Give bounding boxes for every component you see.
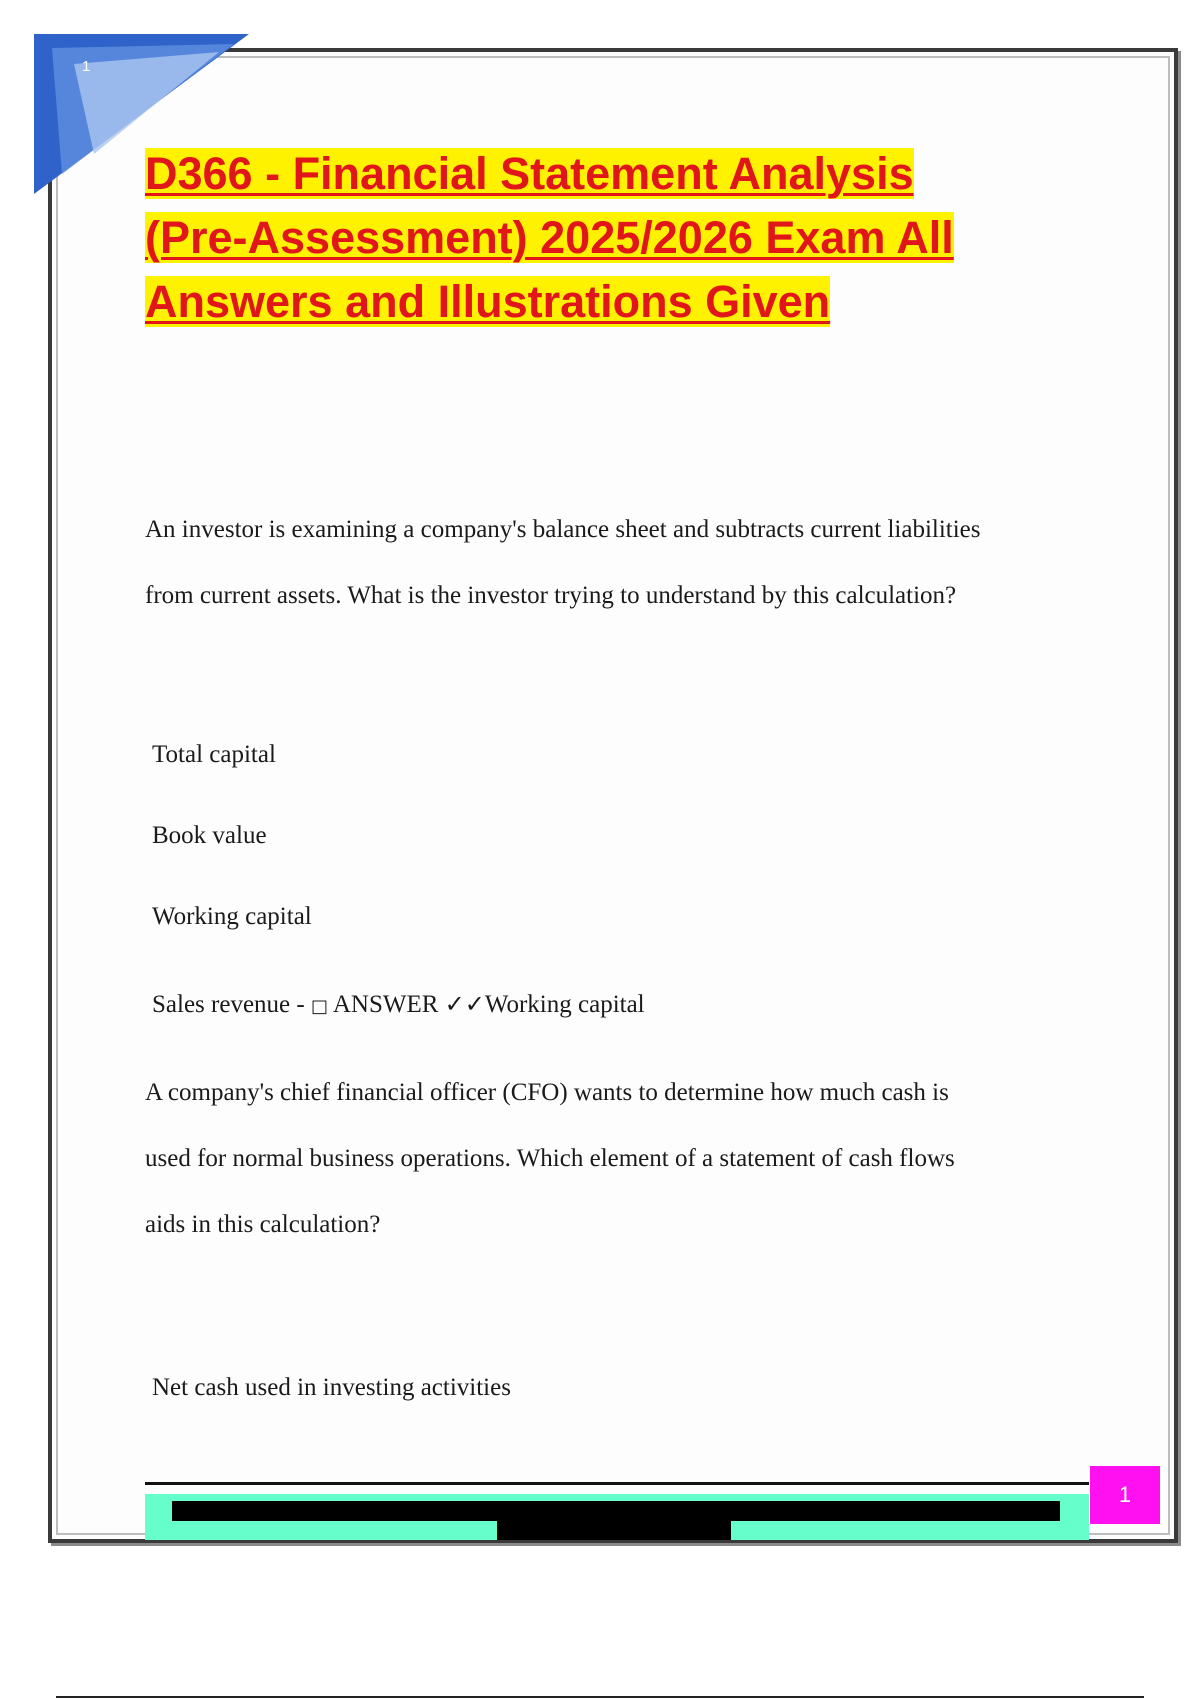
- footer-tab: [497, 1521, 731, 1540]
- page-number-badge: 1: [1090, 1466, 1160, 1524]
- question-2-option-1: Net cash used in investing activities: [152, 1374, 511, 1401]
- title-line-1: D366 - Financial Statement Analysis: [145, 148, 914, 199]
- question-2-text: [145, 1060, 1105, 1258]
- question-1-option-4-text: Sales revenue -: [152, 991, 311, 1018]
- bottom-rule: [56, 1696, 1144, 1698]
- missing-glyph-icon: □: [310, 996, 328, 1017]
- title-line-2: (Pre-Assessment) 2025/2026 Exam All: [145, 212, 954, 263]
- document-title: [145, 142, 1045, 334]
- footer-bar: [172, 1501, 1060, 1521]
- question-1-option-4-with-answer: [152, 990, 645, 1019]
- question-1-line-1: An investor is examining a company's balance sheet and subtracts current liabilities: [145, 516, 981, 543]
- question-1-option-1: Total capital: [152, 741, 276, 768]
- double-check-icon: ✓✓: [444, 990, 485, 1018]
- corner-triangle-light: [74, 52, 219, 154]
- question-1-option-2: Book value: [152, 822, 267, 849]
- question-2-line-2: used for normal business operations. Which element of a statement of cash flows: [145, 1145, 955, 1172]
- question-1-option-3: Working capital: [152, 903, 312, 930]
- question-1-line-2: from current assets. What is the investor trying to understand by this calculation?: [145, 582, 957, 609]
- question-2-line-1: A company's chief financial officer (CFO) wants to determine how much cash is: [145, 1079, 949, 1106]
- title-line-3: Answers and Illustrations Given: [145, 276, 831, 327]
- corner-page-number: 1: [82, 58, 91, 75]
- question-2-line-3: aids in this calculation?: [145, 1211, 381, 1238]
- footer-rule: [145, 1482, 1089, 1485]
- footer-band: [145, 1494, 1089, 1540]
- answer-label: ANSWER: [327, 991, 445, 1018]
- answer-value: Working capital: [484, 991, 645, 1018]
- question-1-text: [145, 497, 1105, 629]
